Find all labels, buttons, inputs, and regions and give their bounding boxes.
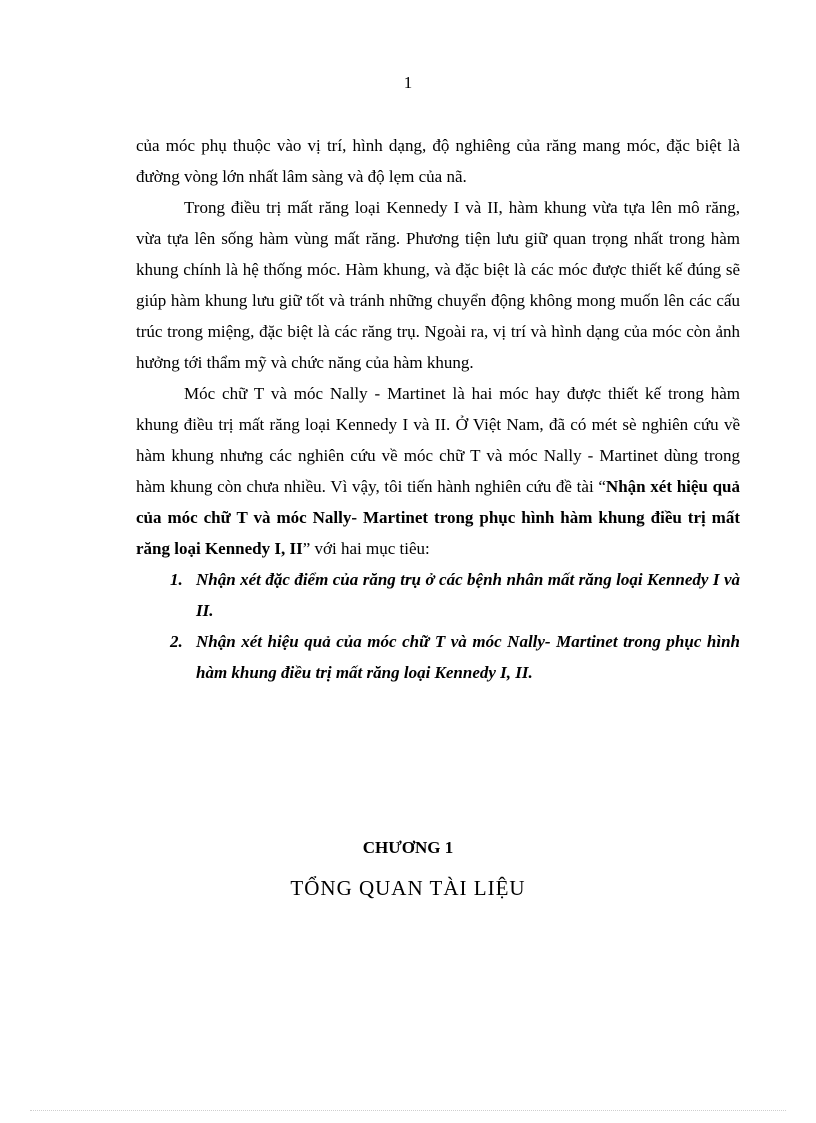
objective-text: Nhận xét hiệu quả của móc chữ T và móc Nally- Martinet trong phục hình hàm khung điều trị mất răng loại Kennedy I, II. xyxy=(196,632,740,682)
research-intro-text: Móc chữ T và móc Nally - Martinet là hai móc hay được thiết kế trong hàm khung điều trị mất răng loại Kennedy I và II. Ở Việt Nam, đã có mét sè nghiên cứu về hàm khung nhưng các nghiên cứu về móc chữ T và móc Nally - Martinet dùng trong hàm khung còn chưa nhiều. Vì vậy, tôi tiến hành nghiên cứu đề tài “ xyxy=(136,384,740,496)
chapter-title: TỔNG QUAN TÀI LIỆU xyxy=(290,876,526,900)
objective-item xyxy=(136,626,740,688)
research-outro-text: ” với hai mục tiêu: xyxy=(302,539,430,558)
objective-item xyxy=(136,564,740,626)
body-text xyxy=(136,130,740,688)
paragraph-retention: Trong điều trị mất răng loại Kennedy I và II, hàm khung vừa tựa lên mô răng, vừa tựa lên sống hàm vùng mất răng. Phương tiện lưu giữ quan trọng nhất trong hàm khung chính là hệ thống móc. Hàm khung, và đặc biệt là các móc được thiết kế đúng sẽ giúp hàm khung lưu giữ tốt và tránh những chuyển động không mong muốn lên các cấu trúc trong miệng, đặc biệt là các răng trụ. Ngoài ra, vị trí và hình dạng của móc còn ảnh hưởng tới thẩm mỹ và chức năng của hàm khung. xyxy=(136,198,740,372)
page-bottom-rule xyxy=(30,1110,786,1111)
paragraph-research-topic xyxy=(136,378,740,564)
objective-number: 1. xyxy=(170,570,183,589)
chapter-label: CHƯƠNG 1 xyxy=(362,838,454,857)
objective-number: 2. xyxy=(170,632,183,651)
page-number: 1 xyxy=(403,73,413,92)
research-title: Nhận xét hiệu quả của móc chữ T và móc Nally- Martinet trong phục hình hàm khung điều trị mất răng loại Kennedy I, II xyxy=(136,477,740,558)
objective-text: Nhận xét đặc điểm của răng trụ ở các bệnh nhân mất răng loại Kennedy I và II. xyxy=(196,570,740,620)
paragraph-continuation: của móc phụ thuộc vào vị trí, hình dạng, độ nghiêng của răng mang móc, đặc biệt là đường vòng lớn nhất lâm sàng và độ lẹm của nã. xyxy=(136,136,740,186)
objectives-list xyxy=(136,564,740,688)
